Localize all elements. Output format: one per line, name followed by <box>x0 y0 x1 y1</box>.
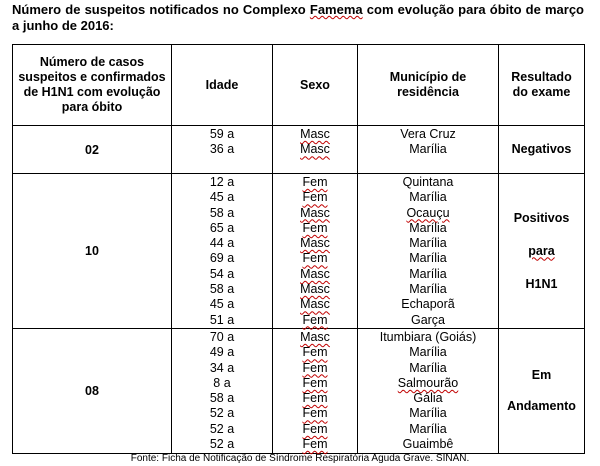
idade-value: 44 a <box>209 236 235 251</box>
sexo-value: Fem <box>302 406 328 421</box>
idade-value: 51 a <box>209 312 235 327</box>
resultado-cell <box>499 174 585 329</box>
idade-value: 58 a <box>209 205 235 220</box>
header-sexo: Sexo <box>273 45 358 126</box>
idade-value: 58 a <box>209 282 235 297</box>
source-note: Fonte: Ficha de Notificação de Síndrome Respiratória Aguda Grave. SINAN. <box>130 453 470 464</box>
municipio-value: Marília <box>409 220 447 235</box>
idade-value: 8 a <box>213 375 231 390</box>
idade-value: 12 a <box>209 175 235 189</box>
idade-cell <box>172 329 273 454</box>
header-municipio: Município de residência <box>358 45 499 126</box>
sexo-value: Masc <box>300 297 330 312</box>
sexo-value: Fem <box>302 345 328 360</box>
resultado-text: Negativos <box>511 142 572 156</box>
sexo-cell <box>273 174 358 329</box>
municipio-value: Guaimbê <box>402 437 454 452</box>
municipio-value: Marília <box>409 345 447 360</box>
sexo-value: Fem <box>302 220 328 235</box>
sexo-value: Masc <box>300 282 330 297</box>
sexo-value: Masc <box>300 266 330 281</box>
sexo-value: Fem <box>302 375 328 390</box>
idade-value: 52 a <box>209 406 235 421</box>
resultado-text: Em <box>531 368 552 382</box>
table-row <box>13 126 585 174</box>
idade-value: 34 a <box>209 360 235 375</box>
municipio-value: Vera Cruz <box>400 127 456 141</box>
municipio-value: Gália <box>413 391 443 406</box>
header-resultado: Resultado do exame <box>499 45 585 126</box>
municipio-cell <box>358 329 499 454</box>
municipio-value: Itumbiara (Goiás) <box>379 330 477 344</box>
sexo-value: Masc <box>300 142 330 157</box>
header-row <box>13 45 585 126</box>
resultado-text: Andamento <box>507 399 576 413</box>
table-row <box>13 329 585 454</box>
idade-cell <box>172 174 273 329</box>
sexo-value: Masc <box>300 127 330 141</box>
idade-value: 59 a <box>209 127 235 141</box>
resultado-text: Positivos <box>513 210 570 225</box>
municipio-value: Marília <box>409 190 447 205</box>
header-idade: Idade <box>172 45 273 126</box>
resultado-cell <box>499 329 585 454</box>
cell-case-count: 10 <box>13 174 172 329</box>
municipio-value: Quintana <box>402 175 454 189</box>
municipio-value: Marília <box>409 236 447 251</box>
municipio-value: Garça <box>410 312 446 327</box>
title-part1: Número de suspeitos notificados no Complexo <box>12 2 310 17</box>
municipio-cell <box>358 126 499 174</box>
municipio-value: Marília <box>409 266 447 281</box>
sexo-cell <box>273 126 358 174</box>
sexo-value: Fem <box>302 360 328 375</box>
municipio-value: Marília <box>409 251 447 266</box>
municipio-value: Marília <box>409 406 447 421</box>
cell-case-count: 02 <box>13 126 172 174</box>
idade-value: 52 a <box>209 421 235 436</box>
municipio-value: Marília <box>409 282 447 297</box>
idade-value: 52 a <box>209 437 235 452</box>
idade-value: 69 a <box>209 251 235 266</box>
idade-value: 49 a <box>209 345 235 360</box>
idade-value: 70 a <box>209 330 235 344</box>
municipio-cell <box>358 174 499 329</box>
sexo-value: Fem <box>302 175 328 189</box>
header-casos: Número de casos suspeitos e confirmados de H1N1 com evolução para óbito <box>13 45 172 126</box>
resultado-text: H1N1 <box>525 276 558 291</box>
municipio-value: Marília <box>409 421 447 436</box>
cell-case-count: 08 <box>13 329 172 454</box>
municipio-value: Salmourão <box>397 375 459 390</box>
resultado-cell <box>499 126 585 174</box>
sexo-value: Masc <box>300 236 330 251</box>
idade-value: 36 a <box>209 142 235 157</box>
sexo-value: Fem <box>302 421 328 436</box>
title-part2: com evolução para óbito de março a junho de 2016: <box>12 2 584 33</box>
sexo-value: Masc <box>300 205 330 220</box>
sexo-value: Fem <box>302 437 328 452</box>
cases-table <box>12 44 585 454</box>
sexo-cell <box>273 329 358 454</box>
document-title <box>12 2 584 34</box>
idade-value: 54 a <box>209 266 235 281</box>
sexo-value: Fem <box>302 190 328 205</box>
idade-value: 45 a <box>209 190 235 205</box>
municipio-value: Ocauçu <box>406 205 450 220</box>
title-famema: Famema <box>309 2 363 17</box>
idade-value: 45 a <box>209 297 235 312</box>
municipio-value: Marília <box>409 360 447 375</box>
municipio-value: Echaporã <box>401 297 455 312</box>
resultado-text: para <box>528 243 555 258</box>
municipio-value: Marília <box>409 142 447 157</box>
sexo-value: Fem <box>302 391 328 406</box>
idade-cell <box>172 126 273 174</box>
idade-value: 58 a <box>209 391 235 406</box>
idade-value: 65 a <box>209 220 235 235</box>
sexo-value: Fem <box>302 251 328 266</box>
sexo-value: Fem <box>302 312 328 327</box>
table-row <box>13 174 585 329</box>
sexo-value: Masc <box>300 330 330 344</box>
